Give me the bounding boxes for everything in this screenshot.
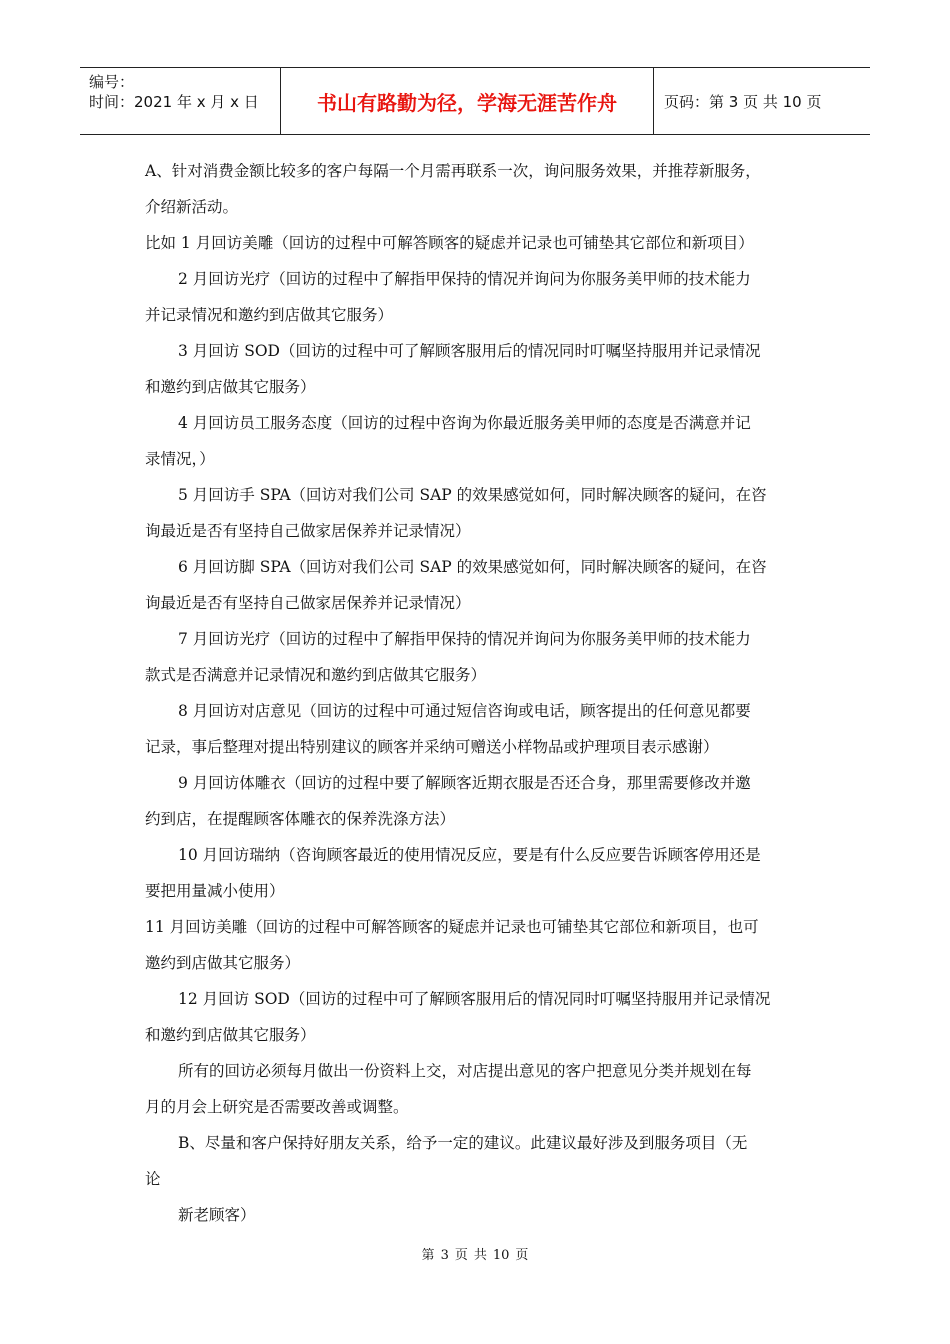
body-line: 所有的回访必须每月做出一份资料上交，对店提出意见的客户把意见分类并规划在每	[178, 1062, 752, 1080]
body-line: 5 月回访手 SPA（回访对我们公司 SAP 的效果感觉如何，同时解决顾客的疑问，在咨	[178, 486, 767, 504]
footer-page-word: 第	[421, 1248, 435, 1263]
body-line: 7 月回访光疗（回访的过程中了解指甲保持的情况并询问为你服务美甲师的技术能力	[178, 630, 751, 648]
body-line: 录情况，）	[145, 450, 215, 468]
document-number-label: 编号：	[89, 73, 135, 91]
body-line: 新老顾客）	[178, 1206, 256, 1224]
body-line: 论	[145, 1170, 161, 1188]
body-line: 11 月回访美雕（回访的过程中可解答顾客的疑虑并记录也可铺垫其它部位和新项目，也可	[145, 918, 759, 936]
body-line: 4 月回访员工服务态度（回访的过程中咨询为你最近服务美甲师的态度是否满意并记	[178, 414, 751, 432]
body-line: 记录，事后整理对提出特别建议的顾客并采纳可赠送小样物品或护理项目表示感谢）	[145, 738, 719, 756]
page-header	[80, 67, 870, 135]
body-line: 和邀约到店做其它服务）	[145, 1026, 316, 1044]
body-line: 2 月回访光疗（回访的过程中了解指甲保持的情况并询问为你服务美甲师的技术能力	[178, 270, 751, 288]
footer-page-unit: 页	[454, 1248, 468, 1263]
body-line: 询最近是否有坚持自己做家居保养并记录情况）	[145, 594, 471, 612]
header-meta	[80, 68, 281, 134]
body-line: 款式是否满意并记录情况和邀约到店做其它服务）	[145, 666, 487, 684]
body-line: 邀约到店做其它服务）	[145, 954, 301, 972]
body-line: B、尽量和客户保持好朋友关系，给予一定的建议。此建议最好涉及到服务项目（无	[178, 1134, 748, 1152]
document-time-label: 时间：2021 年 x 月 x 日	[89, 93, 259, 111]
body-line: 和邀约到店做其它服务）	[145, 378, 316, 396]
header-motto: 书山有路勤为径，学海无涯苦作舟	[281, 68, 654, 134]
page-footer	[0, 1244, 950, 1263]
body-line: 约到店，在提醒顾客体雕衣的保养洗涤方法）	[145, 810, 456, 828]
header-page-info: 页码：第 3 页 共 10 页	[664, 92, 822, 111]
body-line: 12 月回访 SOD（回访的过程中可了解顾客服用后的情况同时叮嘱坚持服用并记录情况	[178, 990, 771, 1008]
footer-total-unit: 页	[515, 1248, 529, 1263]
body-line: 介绍新活动。	[145, 198, 239, 216]
body-line: 6 月回访脚 SPA（回访对我们公司 SAP 的效果感觉如何，同时解决顾客的疑问，在咨	[178, 558, 767, 576]
footer-page-number: 3	[440, 1248, 449, 1263]
body-line: 比如 1 月回访美雕（回访的过程中可解答顾客的疑虑并记录也可铺垫其它部位和新项目）	[145, 234, 754, 252]
body-line: 3 月回访 SOD（回访的过程中可了解顾客服用后的情况同时叮嘱坚持服用并记录情况	[178, 342, 761, 360]
body-line: 9 月回访体雕衣（回访的过程中要了解顾客近期衣服是否还合身，那里需要修改并邀	[178, 774, 751, 792]
body-line: 8 月回访对店意见（回访的过程中可通过短信咨询或电话，顾客提出的任何意见都要	[178, 702, 751, 720]
body-line: 10 月回访瑞纳（咨询顾客最近的使用情况反应，要是有什么反应要告诉顾客停用还是	[178, 846, 761, 864]
body-line: A、针对消费金额比较多的客户每隔一个月需再联系一次，询问服务效果，并推荐新服务，	[145, 162, 761, 180]
footer-total-word: 共	[473, 1248, 487, 1263]
body-line: 并记录情况和邀约到店做其它服务）	[145, 306, 394, 324]
body-line: 要把用量减小使用）	[145, 882, 285, 900]
document-body	[145, 153, 811, 1233]
body-line: 月的月会上研究是否需要改善或调整。	[145, 1098, 409, 1116]
body-line: 询最近是否有坚持自己做家居保养并记录情况）	[145, 522, 471, 540]
footer-total-number: 10	[492, 1248, 510, 1263]
